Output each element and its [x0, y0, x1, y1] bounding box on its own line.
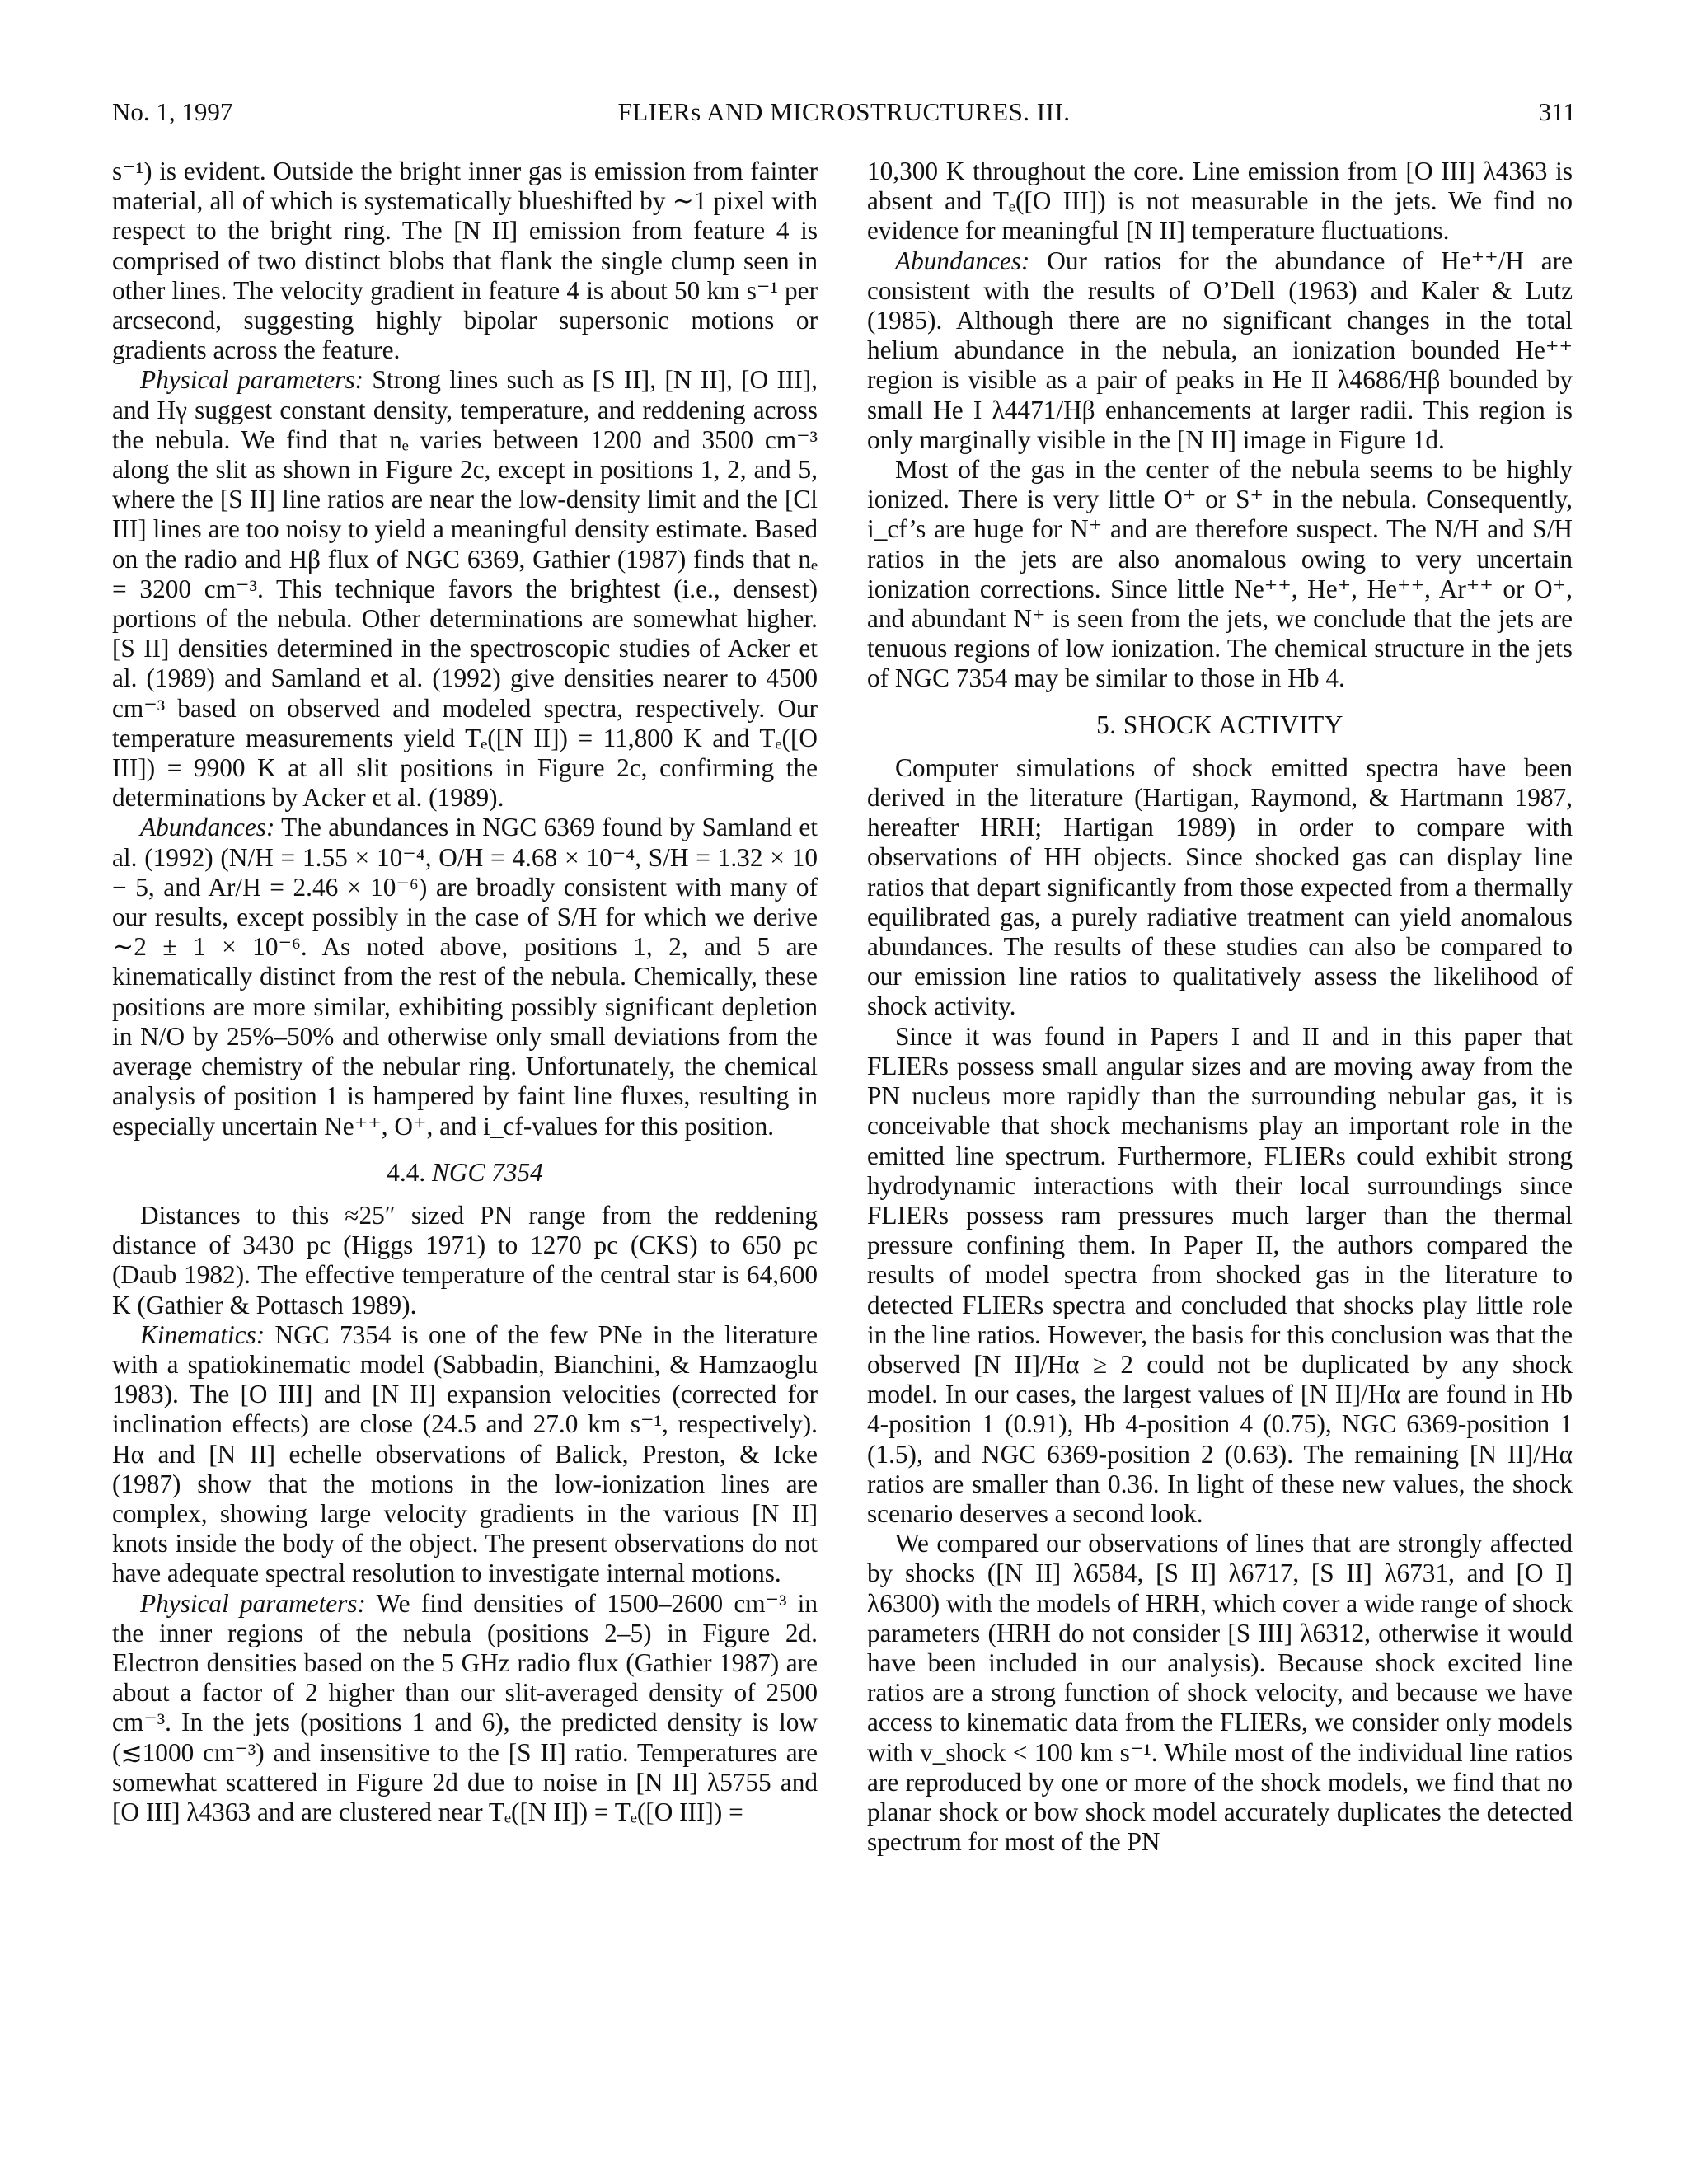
- page-number: 311: [1538, 97, 1576, 126]
- paragraph: Most of the gas in the center of the nebula seems to be highly ionized. There is very little O⁺ or S⁺ in the nebula. Consequently, i_cf’s are huge for N⁺ and are therefore suspect. The N/H and S/H ratios in the jets are also anomalous owing to very uncertain ionization corrections. Since little Ne⁺⁺, He⁺, He⁺⁺, Ar⁺⁺ or O⁺, and abundant N⁺ is seen from the jets, we conclude that the jets are tenuous regions of low ionization. The chemical structure in the jets of NGC 7354 may be similar to those in Hb 4.: [867, 455, 1573, 693]
- section-heading: 5. SHOCK ACTIVITY: [1096, 710, 1343, 739]
- run-in-heading: Abundances:: [140, 813, 275, 842]
- paragraph: We compared our observations of lines that are strongly affected by shocks ([N II] λ6584, [S II] λ6717, [S II] λ6731, and [O I] λ6300) with the models of HRH, which cover a wide range of shock parameters (HRH do not consider [S III] λ6312, otherwise it would have been included in our analysis). Because shock excited line ratios are a strong function of shock velocity, and because we have access to kinematic data from the FLIERs, we consider only models with v_shock < 100 km s⁻¹. While most of the individual line ratios are reproduced by one or more of the shock models, we find that no planar shock or bow shock model accurately duplicates the detected spectrum for most of the PN: [867, 1529, 1573, 1857]
- paragraph: [112, 1320, 818, 1589]
- running-header: [112, 97, 1576, 130]
- right-column: [867, 157, 1573, 1857]
- paragraph-text: Our ratios for the abundance of He⁺⁺/H are consistent with the results of O’Dell (1963) and Kaler & Lutz (1985). Although there are no significant changes in the total helium abundance in the nebula, an ionization bounded He⁺⁺ region is visible as a pair of peaks in He II λ4686/Hβ bounded by small He I λ4471/Hβ enhancements at larger radii. This region is only marginally visible in the [N II] image in Figure 1d.: [867, 246, 1573, 454]
- paragraph: Computer simulations of shock emitted spectra have been derived in the literature (Hartigan, Raymond, & Hartmann 1987, hereafter HRH; Hartigan 1989) in order to compare with observations of HH objects. Since shocked gas can display line ratios that depart significantly from those expected from a thermally equilibrated gas, a purely radiative treatment can yield anomalous abundances. The results of these studies can also be compared to our emission line ratios to qualitatively assess the likelihood of shock activity.: [867, 752, 1573, 1021]
- run-in-heading: Physical parameters:: [140, 365, 364, 395]
- paragraph-text: Strong lines such as [S II], [N II], [O III], and Hγ suggest constant density, temperature, and reddening across the nebula. We find that nₑ varies between 1200 and 3500 cm⁻³ along the slit as shown in Figure 2c, except in positions 1, 2, and 5, where the [S II] line ratios are near the low-density limit and the [Cl III] lines are too noisy to yield a meaningful density estimate. Based on the radio and Hβ flux of NGC 6369, Gathier (1987) finds that nₑ = 3200 cm⁻³. This technique favors the brightest (i.e., densest) portions of the nebula. Other determinations are somewhat higher. [S II] densities determined in the spectroscopic studies of Acker et al. (1989) and Samland et al. (1992) give densities nearer to 4500 cm⁻³ based on observed and modeled spectra, respectively. Our temperature measurements yield Tₑ([N II]) = 11,800 K and Tₑ([O III]) = 9900 K at all slit positions in Figure 2c, confirming the determinations by Acker et al. (1989).: [112, 365, 818, 813]
- paragraph: [867, 246, 1573, 455]
- paragraph-text: The abundances in NGC 6369 found by Samland et al. (1992) (N/H = 1.55 × 10⁻⁴, O/H = 4.68 × 10⁻⁴, S/H = 1.32 × 10 − 5, and Ar/H = 2.46 × 10⁻⁶) are broadly consistent with many of our results, except possibly in the case of S/H for which we derive ∼2 ± 1 × 10⁻⁶. As noted above, positions 1, 2, and 5 are kinematically distinct from the rest of the nebula. Chemically, these positions are more similar, exhibiting possibly significant depletion in N/O by 25%–50% and otherwise only small deviations from the average chemistry of the nebular ring. Unfortunately, the chemical analysis of position 1 is hampered by faint line fluxes, resulting in especially uncertain Ne⁺⁺, O⁺, and i_cf-values for this position.: [112, 813, 818, 1141]
- paragraph: Since it was found in Papers I and II and in this paper that FLIERs possess small angular sizes and are moving away from the PN nucleus more rapidly than the surrounding nebular gas, it is conceivable that shock mechanisms play an important role in the emitted line spectrum. Furthermore, FLIERs could exhibit strong hydrodynamic interactions with their local surroundings since FLIERs possess ram pressures much larger than the thermal pressure confining them. In Paper II, the authors compared the results of model spectra from shocked gas in the literature to detected FLIERs spectra and concluded that shocks play little role in the line ratios. However, the basis for this conclusion was that the observed [N II]/Hα ≥ 2 could not be duplicated by any shock model. In our cases, the largest values of [N II]/Hα are found in Hb 4-position 1 (0.91), Hb 4-position 4 (0.75), NGC 6369-position 1 (1.5), and NGC 6369-position 2 (0.63). The remaining [N II]/Hα ratios are smaller than 0.36. In light of these new values, the shock scenario deserves a second look.: [867, 1021, 1573, 1528]
- paragraph: 10,300 K throughout the core. Line emission from [O III] λ4363 is absent and Tₑ([O III]) is not measurable in the jets. We find no evidence for meaningful [N II] temperature fluctuations.: [867, 157, 1573, 246]
- left-column: [112, 157, 818, 1827]
- paragraph: [112, 365, 818, 813]
- paragraph: Distances to this ≈25″ sized PN range from the reddening distance of 3430 pc (Higgs 1971) to 1270 pc (CKS) to 650 pc (Daub 1982). The effective temperature of the central star is 64,600 K (Gathier & Pottasch 1989).: [112, 1200, 818, 1319]
- section-title: NGC 7354: [432, 1157, 543, 1187]
- run-in-heading: Physical parameters:: [140, 1588, 366, 1618]
- run-in-heading: Kinematics:: [140, 1319, 265, 1349]
- run-in-heading: Abundances:: [895, 246, 1030, 275]
- paragraph: [112, 813, 818, 1141]
- paragraph: [112, 1589, 818, 1828]
- section-number: 4.4.: [387, 1157, 426, 1187]
- paragraph-text: We find densities of 1500–2600 cm⁻³ in the inner regions of the nebula (positions 2–5) in Figure 2d. Electron densities based on the 5 GHz radio flux (Gathier 1987) are about a factor of 2 higher than our slit-averaged density of 2500 cm⁻³. In the jets (positions 1 and 6), the predicted density is low (≲1000 cm⁻³) and insensitive to the [S II] ratio. Temperatures are somewhat scattered in Figure 2d due to noise in [N II] λ5755 and [O III] λ4363 and are clustered near Tₑ([N II]) = Tₑ([O III]) =: [112, 1588, 818, 1826]
- section-heading: [112, 1158, 818, 1188]
- paragraph-text: NGC 7354 is one of the few PNe in the literature with a spatiokinematic model (Sabbadin, Bianchini, & Hamzaoglu 1983). The [O III] and [N II] expansion velocities (corrected for inclination effects) are close (24.5 and 27.0 km s⁻¹, respectively). Hα and [N II] echelle observations of Balick, Preston, & Icke (1987) show that the motions in the low-ionization lines are complex, showing large velocity gradients in the various [N II] knots inside the body of the object. The present observations do not have adequate spectral resolution to investigate internal motions.: [112, 1319, 818, 1588]
- running-title: FLIERs AND MICROSTRUCTURES. III.: [617, 97, 1071, 126]
- journal-issue: No. 1, 1997: [112, 97, 233, 126]
- paragraph: s⁻¹) is evident. Outside the bright inner gas is emission from fainter material, all of which is systematically blueshifted by ∼1 pixel with respect to the bright ring. The [N II] emission from feature 4 is comprised of two distinct blobs that flank the single clump seen in other lines. The velocity gradient in feature 4 is about 50 km s⁻¹ per arcsecond, suggesting highly bipolar supersonic motions or gradients across the feature.: [112, 157, 818, 365]
